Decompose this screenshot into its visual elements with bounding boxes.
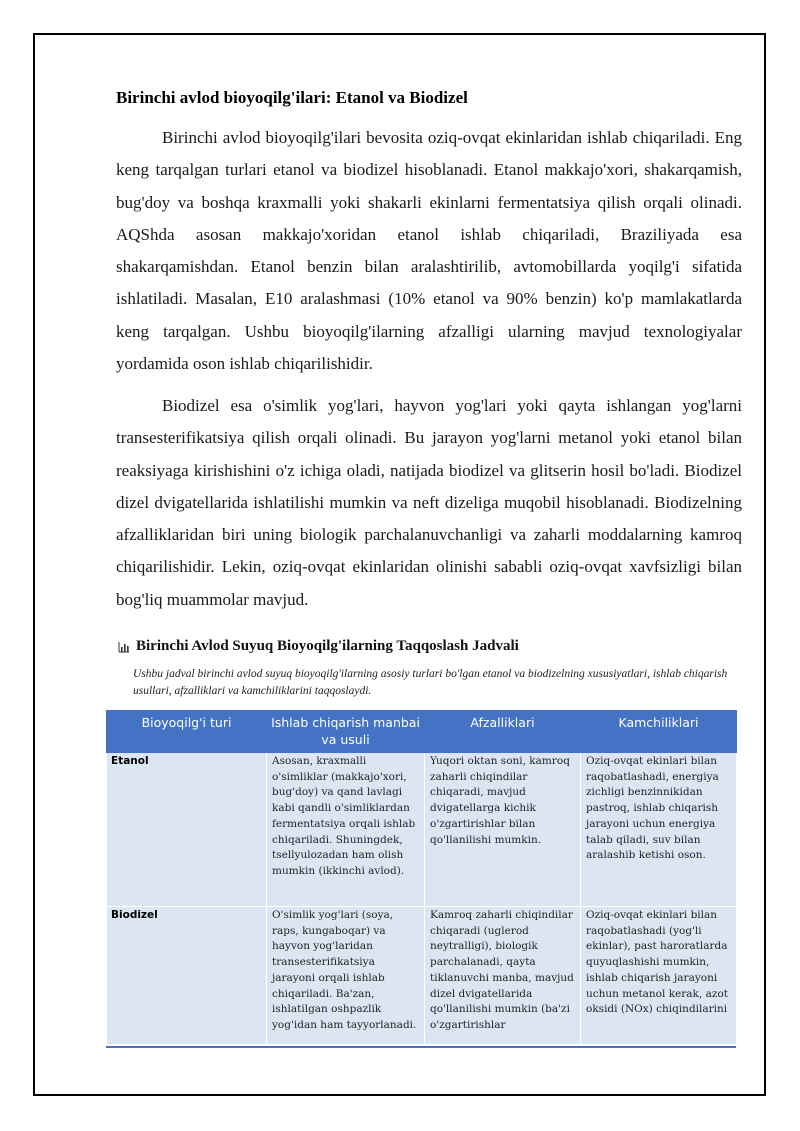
cell-disadvantages: Oziq-ovqat ekinlari bilan raqobatlashadi (yog'li ekinlar), past haroratlarda quyuqlashishi mumkin, ishlab chiqarish jarayoni uchun metanol kerak, azot oksidi (NOx) chiqindilarini <box>581 907 737 1045</box>
cell-disadvantages: Oziq-ovqat ekinlari bilan raqobatlashadi, energiya zichligi benzinnikidan pastroq, ishlab chiqarish jarayoni uchun energiya talab qiladi, suv bilan aralashib ketishi oson. <box>581 753 737 907</box>
column-header-type: Bioyoqilg'i turi <box>107 711 267 753</box>
table-caption: Ushbu jadval birinchi avlod suyuq bioyoqilg'ilarning asosiy turlari bo'lgan etanol va biodizelning xususiyatlari, ishlab chiqarish usullari, afzalliklari va kamchiliklarini taqqoslaydi. <box>133 668 728 697</box>
table-bottom-border <box>106 1046 736 1048</box>
cell-source: Asosan, kraxmalli o'simliklar (makkajo'xori, bug'doy) va qand lavlagi kabi qandli o'simliklardan fermentatsiya orqali ishlab chiqariladi. Shuningdek, tsellyulozadan ham olish mumkin (ikkinchi avlod). <box>267 753 425 907</box>
table-row <box>107 753 737 907</box>
cell-type: Biodizel <box>107 907 267 1045</box>
cell-source: O'simlik yog'lari (soya, raps, kungaboqar) va hayvon yog'laridan transesterifikatsiya jarayoni orqali ishlab chiqariladi. Ba'zan, ishlatilgan oshpazlik yog'idan ham tayyorlanadi. <box>267 907 425 1045</box>
table-heading <box>118 638 519 655</box>
column-header-advantages: Afzalliklari <box>425 711 581 753</box>
table-header-row <box>107 711 737 753</box>
cell-advantages: Yuqori oktan soni, kamroq zaharli chiqindilar chiqaradi, mavjud dvigatellarga kichik o'zgartirishlar bilan qo'llanilishi mumkin. <box>425 753 581 907</box>
column-header-disadvantages: Kamchiliklari <box>581 711 737 753</box>
cell-type: Etanol <box>107 753 267 907</box>
comparison-table <box>106 710 737 1045</box>
table-heading-text: Birinchi Avlod Suyuq Bioyoqilg'ilarning Taqqoslash Jadvali <box>136 638 519 654</box>
column-header-source: Ishlab chiqarish manbai va usuli <box>267 711 425 753</box>
paragraph-ethanol: Birinchi avlod bioyoqilg'ilari bevosita oziq-ovqat ekinlaridan ishlab chiqariladi. Eng keng tarqalgan turlari etanol va biodizel hisoblanadi. Etanol makkajo'xori, shakarqamish, bug'doy va boshqa kraxmalli yoki shakarli ekinlarni fermentatsiya qilish orqali olinadi. AQShda asosan makkajo'xoridan etanol ishlab chiqariladi, Braziliyada esa shakarqamishdan. Etanol benzin bilan aralashtirilib, avtomobillarda yoqilg'i sifatida ishlatiladi. Masalan, E10 aralashmasi (10% etanol va 90% benzin) ko'p mamlakatlarda keng tarqalgan. Ushbu bioyoqilg'ilarning afzalligi ularning mavjud texnologiyalar yordamida oson ishlab chiqarilishidir. <box>116 128 742 374</box>
section-title: Birinchi avlod bioyoqilg'ilari: Etanol va Biodizel <box>116 88 468 107</box>
table-row <box>107 907 737 1045</box>
paragraph-biodiesel: Biodizel esa o'simlik yog'lari, hayvon yog'lari yoki qayta ishlangan yog'larni transesterifikatsiya qilish orqali olinadi. Bu jarayon yog'larni metanol yoki etanol bilan reaksiyaga kirishishini o'z ichiga oladi, natijada biodizel va glitserin hosil bo'ladi. Biodizel dizel dvigatellarida ishlatilishi mumkin va neft dizeliga muqobil hisoblanadi. Biodizelning afzalliklaridan biri uning biologik parchalanuvchanligi va zaharli moddalarning kamroq chiqarilishidir. Lekin, oziq-ovqat ekinlaridan olinishi sababli oziq-ovqat xavfsizligi bilan bog'liq muammolar mavjud. <box>116 396 742 609</box>
cell-advantages: Kamroq zaharli chiqindilar chiqaradi (uglerod neytralligi), biologik parchalanadi, qayta tiklanuvchi manba, mavjud dizel dvigatellarida qo'llanilishi mumkin (ba'zi o'zgartirishlar <box>425 907 581 1045</box>
bar-chart-icon <box>118 641 130 653</box>
